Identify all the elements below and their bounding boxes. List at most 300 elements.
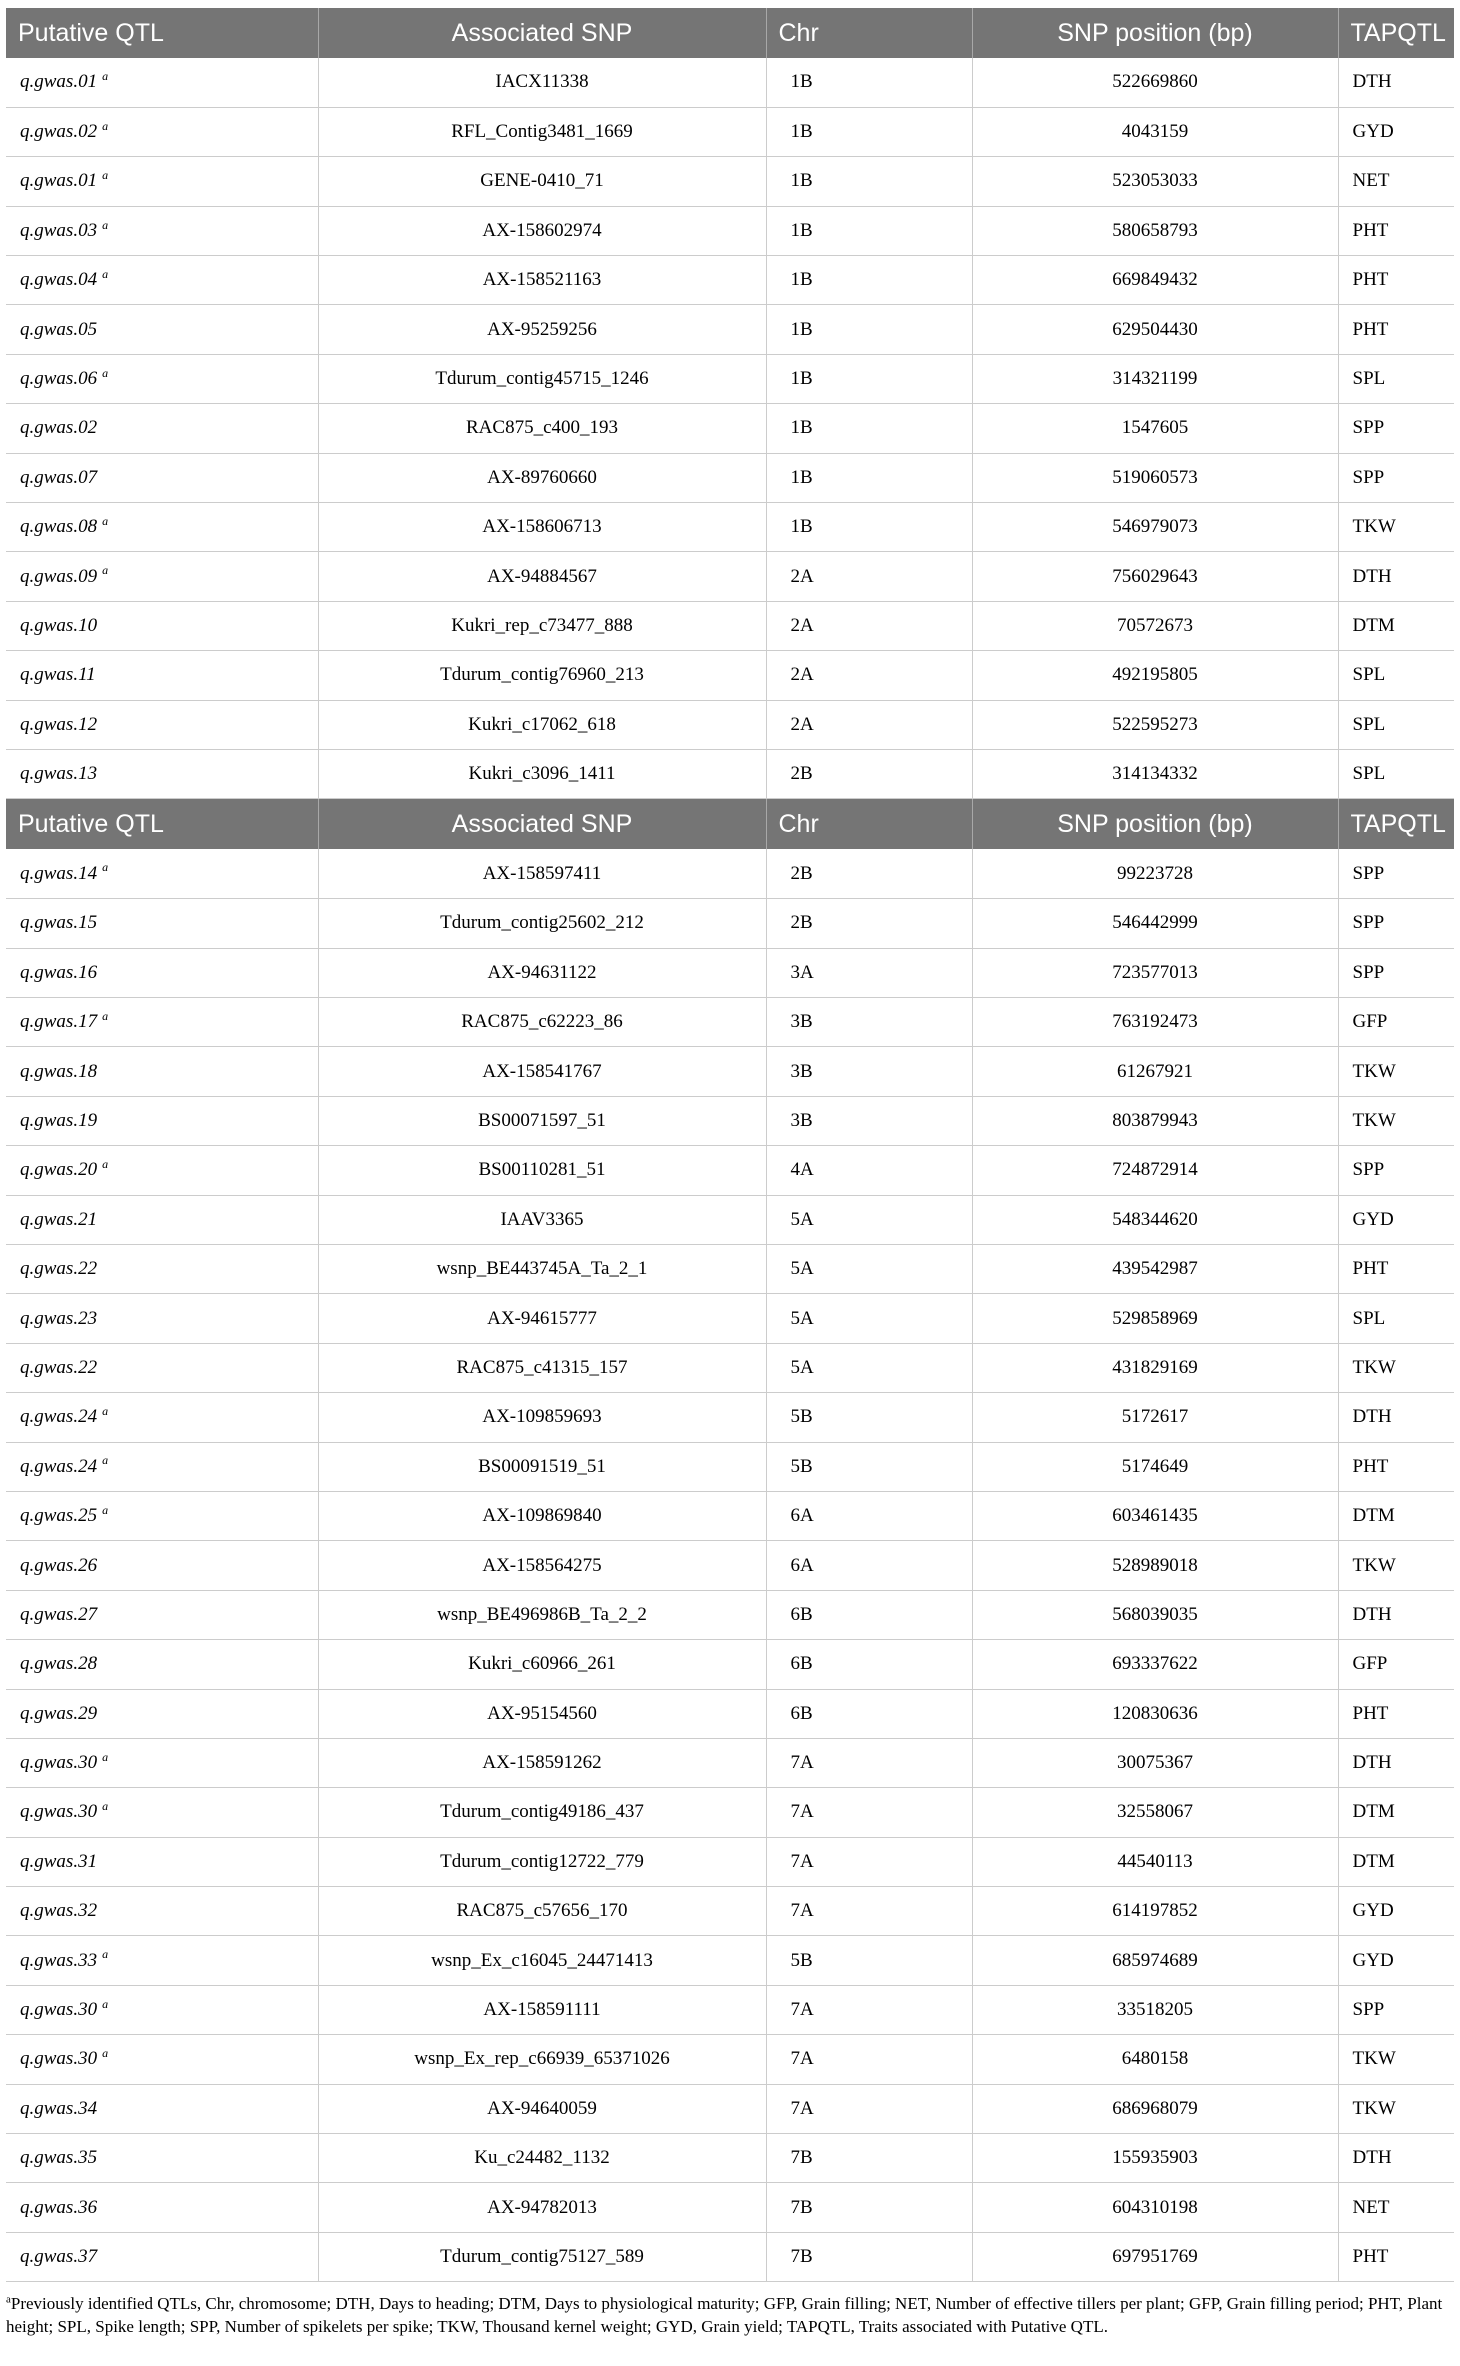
cell-snp-position-text: 686968079 (1112, 2097, 1198, 2119)
cell-chr-text: 2B (790, 763, 813, 785)
cell-associated-snp-text: AX-95259256 (487, 318, 597, 340)
cell-associated-snp (318, 305, 766, 354)
cell-snp-position (972, 1887, 1338, 1936)
footnote-mark: a (6, 2293, 11, 2306)
cell-snp-position (972, 601, 1338, 650)
header-putative-qtl: Putative QTL (6, 8, 318, 58)
cell-associated-snp-text: Tdurum_contig75127_589 (440, 2245, 644, 2267)
cell-associated-snp-text: Tdurum_contig45715_1246 (435, 368, 649, 390)
previously-identified-mark: a (102, 69, 109, 84)
cell-putative-qtl (6, 256, 318, 305)
cell-tapqtl-text: DTM (1352, 1801, 1395, 1823)
table-row (6, 256, 1454, 305)
cell-putative-qtl-text: q.gwas.18 (20, 1060, 98, 1082)
cell-snp-position-text: 548344620 (1112, 1208, 1198, 1230)
cell-chr-text: 1B (790, 219, 813, 241)
table-header (6, 8, 1454, 58)
previously-identified-mark: a (102, 217, 109, 232)
cell-tapqtl-text: DTH (1352, 1406, 1392, 1428)
cell-tapqtl (1338, 2084, 1454, 2133)
previously-identified-mark: a (102, 1799, 109, 1814)
cell-tapqtl-text: TKW (1352, 1554, 1396, 1576)
cell-snp-position-text: 580658793 (1112, 219, 1198, 241)
cell-chr-text: 1B (790, 417, 813, 439)
cell-chr (766, 1491, 972, 1540)
table-body-part-1 (6, 58, 1454, 799)
cell-tapqtl (1338, 998, 1454, 1047)
cell-chr (766, 700, 972, 749)
cell-snp-position (972, 998, 1338, 1047)
cell-putative-qtl (6, 2183, 318, 2232)
cell-tapqtl-text: SPP (1352, 862, 1385, 884)
cell-tapqtl-text: SPL (1352, 1307, 1386, 1329)
cell-snp-position (972, 1146, 1338, 1195)
cell-snp-position (972, 354, 1338, 403)
cell-putative-qtl-text: q.gwas.08 (20, 516, 98, 538)
cell-associated-snp (318, 2232, 766, 2281)
cell-associated-snp (318, 1837, 766, 1886)
cell-putative-qtl-text: q.gwas.11 (20, 664, 96, 686)
cell-associated-snp-text: Tdurum_contig49186_437 (440, 1801, 644, 1823)
cell-tapqtl (1338, 1047, 1454, 1096)
cell-chr (766, 749, 972, 798)
cell-chr (766, 1393, 972, 1442)
cell-putative-qtl (6, 1294, 318, 1343)
cell-tapqtl (1338, 1294, 1454, 1343)
cell-associated-snp-text: AX-94884567 (487, 565, 597, 587)
cell-putative-qtl (6, 305, 318, 354)
cell-snp-position (972, 1738, 1338, 1787)
cell-putative-qtl (6, 1788, 318, 1837)
cell-chr-text: 7A (790, 1850, 814, 1872)
cell-putative-qtl (6, 998, 318, 1047)
cell-putative-qtl-text: q.gwas.22 (20, 1356, 98, 1378)
cell-associated-snp (318, 998, 766, 1047)
table-row (6, 1393, 1454, 1442)
cell-tapqtl-text: TKW (1352, 2048, 1396, 2070)
cell-tapqtl (1338, 1738, 1454, 1787)
table-row (6, 849, 1454, 898)
cell-associated-snp-text: wsnp_Ex_c16045_24471413 (431, 1949, 653, 1971)
cell-chr (766, 1887, 972, 1936)
table-row (6, 206, 1454, 255)
cell-snp-position-text: 763192473 (1112, 1011, 1198, 1033)
cell-snp-position (972, 305, 1338, 354)
cell-putative-qtl (6, 1393, 318, 1442)
table-row (6, 1689, 1454, 1738)
header-snp-position: SNP position (bp) (972, 8, 1338, 58)
cell-snp-position-text: 604310198 (1112, 2196, 1198, 2218)
previously-identified-mark: a (102, 365, 109, 380)
cell-associated-snp (318, 2084, 766, 2133)
cell-chr-text: 1B (790, 516, 813, 538)
cell-putative-qtl-text: q.gwas.02 (20, 121, 98, 143)
cell-chr (766, 404, 972, 453)
cell-putative-qtl (6, 948, 318, 997)
header-chr: Chr (766, 799, 972, 849)
cell-snp-position (972, 948, 1338, 997)
cell-associated-snp (318, 1936, 766, 1985)
cell-associated-snp-text: Kukri_rep_c73477_888 (451, 614, 633, 636)
cell-putative-qtl-text: q.gwas.30 (20, 1999, 98, 2021)
cell-putative-qtl (6, 1047, 318, 1096)
cell-chr-text: 7A (790, 2048, 814, 2070)
table-row (6, 749, 1454, 798)
cell-chr (766, 1096, 972, 1145)
cell-associated-snp (318, 2134, 766, 2183)
cell-chr-text: 2A (790, 565, 814, 587)
header-tapqtl: TAPQTL (1350, 809, 1446, 838)
cell-tapqtl (1338, 256, 1454, 305)
cell-chr-text: 3B (790, 1110, 813, 1131)
cell-associated-snp-text: BS00091519_51 (478, 1455, 606, 1477)
cell-tapqtl-text: SPP (1352, 417, 1385, 439)
cell-snp-position (972, 1541, 1338, 1590)
cell-tapqtl-text: TKW (1352, 1110, 1396, 1131)
header-associated-snp: Associated SNP (318, 8, 766, 58)
cell-putative-qtl-text: q.gwas.30 (20, 1801, 98, 1823)
cell-tapqtl-text: SPP (1352, 1159, 1385, 1181)
cell-chr (766, 305, 972, 354)
cell-associated-snp-text: AX-89760660 (487, 466, 597, 488)
cell-associated-snp-text: AX-158591262 (482, 1752, 602, 1774)
cell-associated-snp-text: BS00110281_51 (478, 1159, 606, 1181)
table-row (6, 354, 1454, 403)
cell-putative-qtl (6, 1343, 318, 1392)
cell-putative-qtl-text: q.gwas.27 (20, 1603, 98, 1625)
cell-associated-snp (318, 206, 766, 255)
table-header-repeat (6, 799, 1454, 849)
cell-snp-position-text: 439542987 (1112, 1258, 1198, 1280)
cell-tapqtl (1338, 700, 1454, 749)
cell-tapqtl-text: SPL (1352, 664, 1386, 686)
cell-associated-snp (318, 1294, 766, 1343)
cell-associated-snp (318, 1096, 766, 1145)
table-row (6, 998, 1454, 1047)
cell-associated-snp-text: AX-158602974 (482, 219, 602, 241)
cell-associated-snp-text: IAAV3365 (500, 1208, 584, 1230)
cell-associated-snp (318, 651, 766, 700)
table-row (6, 1936, 1454, 1985)
cell-associated-snp (318, 1887, 766, 1936)
cell-tapqtl (1338, 2183, 1454, 2232)
cell-associated-snp (318, 354, 766, 403)
cell-chr-text: 5B (790, 1455, 813, 1477)
cell-chr (766, 998, 972, 1047)
cell-associated-snp (318, 256, 766, 305)
cell-snp-position (972, 2035, 1338, 2084)
cell-associated-snp-text: Tdurum_contig12722_779 (440, 1850, 644, 1872)
cell-putative-qtl (6, 157, 318, 206)
cell-chr-text: 1B (790, 318, 813, 340)
table-row (6, 2035, 1454, 2084)
cell-putative-qtl (6, 1837, 318, 1886)
cell-snp-position-text: 5172617 (1121, 1406, 1189, 1428)
cell-putative-qtl (6, 749, 318, 798)
cell-putative-qtl-text: q.gwas.24 (20, 1455, 98, 1477)
cell-snp-position-text: 431829169 (1112, 1356, 1198, 1378)
table-row (6, 58, 1454, 107)
cell-tapqtl-text: GYD (1352, 1949, 1394, 1971)
cell-associated-snp-text: RAC875_c57656_170 (456, 1900, 628, 1922)
table-row (6, 1343, 1454, 1392)
table-row (6, 552, 1454, 601)
cell-associated-snp-text: wsnp_BE496986B_Ta_2_2 (437, 1603, 647, 1625)
table-row (6, 1837, 1454, 1886)
cell-snp-position (972, 1244, 1338, 1293)
cell-tapqtl (1338, 1887, 1454, 1936)
cell-chr-text: 6A (790, 1554, 814, 1576)
cell-tapqtl-text: PHT (1352, 1455, 1389, 1477)
cell-snp-position-text: 669849432 (1112, 269, 1198, 291)
table-row (6, 1985, 1454, 2034)
cell-snp-position (972, 1985, 1338, 2034)
cell-putative-qtl-text: q.gwas.12 (20, 713, 98, 735)
cell-tapqtl-text: TKW (1352, 516, 1396, 538)
cell-associated-snp-text: RAC875_c400_193 (466, 417, 618, 439)
cell-tapqtl (1338, 305, 1454, 354)
cell-snp-position (972, 107, 1338, 156)
cell-associated-snp-text: wsnp_BE443745A_Ta_2_1 (436, 1258, 648, 1280)
cell-tapqtl-text: DTH (1352, 2147, 1392, 2169)
cell-chr (766, 552, 972, 601)
cell-tapqtl (1338, 1393, 1454, 1442)
cell-snp-position (972, 256, 1338, 305)
cell-putative-qtl (6, 552, 318, 601)
cell-chr (766, 899, 972, 948)
cell-putative-qtl (6, 1590, 318, 1639)
cell-chr (766, 948, 972, 997)
cell-tapqtl (1338, 849, 1454, 898)
cell-associated-snp-text: AX-94640059 (487, 2097, 597, 2119)
cell-tapqtl-text: SPP (1352, 961, 1385, 983)
cell-putative-qtl (6, 2232, 318, 2281)
table-row (6, 700, 1454, 749)
table-row (6, 1195, 1454, 1244)
header-associated-snp: Associated SNP (318, 799, 766, 849)
cell-putative-qtl-text: q.gwas.24 (20, 1406, 98, 1428)
cell-putative-qtl (6, 1689, 318, 1738)
cell-putative-qtl-text: q.gwas.04 (20, 269, 98, 291)
cell-associated-snp (318, 899, 766, 948)
cell-associated-snp (318, 1541, 766, 1590)
cell-tapqtl (1338, 899, 1454, 948)
header-snp-position: SNP position (bp) (972, 799, 1338, 849)
cell-snp-position-text: 685974689 (1112, 1949, 1198, 1971)
cell-snp-position (972, 58, 1338, 107)
cell-tapqtl (1338, 552, 1454, 601)
cell-snp-position-text: 5174649 (1121, 1455, 1189, 1477)
cell-tapqtl (1338, 1096, 1454, 1145)
cell-chr (766, 1343, 972, 1392)
cell-snp-position-text: 724872914 (1112, 1159, 1198, 1181)
table-row (6, 107, 1454, 156)
cell-tapqtl (1338, 1442, 1454, 1491)
cell-chr (766, 157, 972, 206)
cell-tapqtl-text: DTM (1352, 1850, 1395, 1872)
cell-snp-position (972, 503, 1338, 552)
cell-snp-position (972, 453, 1338, 502)
cell-putative-qtl (6, 1887, 318, 1936)
table-row (6, 1738, 1454, 1787)
cell-chr (766, 1294, 972, 1343)
cell-tapqtl (1338, 749, 1454, 798)
cell-snp-position-text: 314321199 (1112, 368, 1198, 390)
cell-associated-snp (318, 1689, 766, 1738)
cell-putative-qtl (6, 700, 318, 749)
cell-putative-qtl-text: q.gwas.20 (20, 1159, 98, 1181)
cell-associated-snp (318, 2183, 766, 2232)
cell-snp-position-text: 44540113 (1117, 1850, 1193, 1872)
cell-associated-snp-text: Kukri_c60966_261 (468, 1653, 616, 1675)
cell-associated-snp-text: AX-158597411 (482, 862, 602, 884)
cell-tapqtl (1338, 1936, 1454, 1985)
cell-chr (766, 453, 972, 502)
cell-associated-snp (318, 749, 766, 798)
previously-identified-mark: a (102, 1502, 109, 1517)
table-row (6, 2183, 1454, 2232)
table-row (6, 1788, 1454, 1837)
cell-putative-qtl (6, 1195, 318, 1244)
cell-tapqtl (1338, 601, 1454, 650)
cell-snp-position-text: 120830636 (1112, 1702, 1198, 1724)
cell-putative-qtl-text: q.gwas.16 (20, 961, 98, 983)
cell-chr-text: 1B (790, 466, 813, 488)
cell-tapqtl-text: DTM (1352, 614, 1395, 636)
cell-associated-snp (318, 1738, 766, 1787)
previously-identified-mark: a (102, 1008, 109, 1023)
cell-putative-qtl (6, 206, 318, 255)
cell-snp-position-text: 155935903 (1112, 2147, 1198, 2169)
cell-snp-position-text: 529858969 (1112, 1307, 1198, 1329)
previously-identified-mark: a (102, 1453, 109, 1468)
cell-snp-position-text: 99223728 (1117, 862, 1193, 884)
cell-chr-text: 1B (790, 170, 813, 192)
cell-chr (766, 1985, 972, 2034)
table-row (6, 1887, 1454, 1936)
cell-putative-qtl (6, 58, 318, 107)
cell-tapqtl (1338, 1195, 1454, 1244)
cell-associated-snp (318, 1985, 766, 2034)
cell-associated-snp (318, 849, 766, 898)
table-row (6, 2134, 1454, 2183)
cell-snp-position-text: 523053033 (1112, 170, 1198, 192)
cell-putative-qtl-text: q.gwas.06 (20, 368, 98, 390)
cell-tapqtl (1338, 404, 1454, 453)
cell-chr-text: 7A (790, 1900, 814, 1922)
cell-chr-text: 2A (790, 713, 814, 735)
cell-snp-position-text: 61267921 (1117, 1060, 1193, 1082)
cell-associated-snp-text: AX-158541767 (482, 1060, 602, 1082)
cell-snp-position (972, 2084, 1338, 2133)
table-row (6, 1047, 1454, 1096)
cell-associated-snp-text: BS00071597_51 (478, 1110, 606, 1131)
table-row (6, 1442, 1454, 1491)
cell-tapqtl (1338, 948, 1454, 997)
cell-snp-position-text: 697951769 (1112, 2245, 1198, 2267)
cell-putative-qtl-text: q.gwas.35 (20, 2147, 98, 2169)
cell-putative-qtl-text: q.gwas.01 (20, 170, 98, 192)
cell-tapqtl (1338, 1491, 1454, 1540)
cell-chr-text: 3B (790, 1060, 813, 1082)
cell-tapqtl (1338, 354, 1454, 403)
cell-putative-qtl (6, 503, 318, 552)
cell-chr-text: 5A (790, 1307, 814, 1329)
cell-putative-qtl-text: q.gwas.03 (20, 219, 98, 241)
cell-associated-snp-text: AX-158591111 (483, 1999, 601, 2021)
header-tapqtl: TAPQTL (1350, 18, 1446, 47)
cell-associated-snp (318, 1146, 766, 1195)
cell-chr (766, 1689, 972, 1738)
cell-putative-qtl-text: q.gwas.37 (20, 2245, 98, 2267)
cell-chr (766, 1047, 972, 1096)
cell-tapqtl (1338, 1640, 1454, 1689)
table-row (6, 1640, 1454, 1689)
cell-snp-position-text: 4043159 (1121, 121, 1189, 143)
cell-tapqtl (1338, 2035, 1454, 2084)
cell-snp-position (972, 1393, 1338, 1442)
cell-putative-qtl (6, 2084, 318, 2133)
cell-tapqtl-text: PHT (1352, 269, 1389, 291)
cell-chr-text: 7B (790, 2196, 813, 2218)
cell-associated-snp-text: AX-158521163 (482, 269, 602, 291)
cell-chr-text: 5B (790, 1949, 813, 1971)
cell-chr-text: 1B (790, 121, 813, 143)
previously-identified-mark: a (102, 1404, 109, 1419)
cell-tapqtl (1338, 1788, 1454, 1837)
previously-identified-mark: a (102, 2046, 109, 2061)
cell-associated-snp-text: AX-158606713 (482, 516, 602, 538)
cell-associated-snp (318, 552, 766, 601)
cell-associated-snp-text: AX-109869840 (482, 1505, 602, 1527)
cell-putative-qtl-text: q.gwas.05 (20, 318, 98, 340)
cell-associated-snp (318, 1195, 766, 1244)
cell-chr-text: 5B (790, 1406, 813, 1428)
cell-chr (766, 651, 972, 700)
cell-tapqtl-text: PHT (1352, 1258, 1389, 1280)
cell-snp-position (972, 2134, 1338, 2183)
cell-putative-qtl (6, 1442, 318, 1491)
cell-putative-qtl (6, 651, 318, 700)
cell-tapqtl (1338, 58, 1454, 107)
cell-tapqtl (1338, 1541, 1454, 1590)
cell-chr (766, 2232, 972, 2281)
cell-associated-snp-text: Kukri_c3096_1411 (468, 763, 616, 785)
cell-tapqtl (1338, 1244, 1454, 1293)
cell-putative-qtl (6, 2035, 318, 2084)
cell-tapqtl-text: TKW (1352, 1060, 1396, 1082)
cell-tapqtl-text: PHT (1352, 1702, 1389, 1724)
cell-putative-qtl (6, 2134, 318, 2183)
cell-snp-position-text: 603461435 (1112, 1505, 1198, 1527)
cell-tapqtl-text: TKW (1352, 1356, 1396, 1378)
cell-associated-snp (318, 2035, 766, 2084)
cell-tapqtl (1338, 1146, 1454, 1195)
cell-associated-snp-text: Tdurum_contig25602_212 (440, 912, 644, 934)
cell-associated-snp-text: wsnp_Ex_rep_c66939_65371026 (414, 2048, 670, 2070)
cell-snp-position (972, 1442, 1338, 1491)
previously-identified-mark: a (102, 860, 109, 875)
cell-associated-snp-text: AX-109859693 (482, 1406, 602, 1428)
cell-putative-qtl-text: q.gwas.33 (20, 1949, 98, 1971)
cell-snp-position (972, 651, 1338, 700)
cell-snp-position-text: 723577013 (1112, 961, 1198, 983)
cell-tapqtl (1338, 157, 1454, 206)
cell-chr (766, 256, 972, 305)
cell-snp-position-text: 6480158 (1121, 2048, 1189, 2070)
cell-chr (766, 1590, 972, 1639)
cell-tapqtl (1338, 1343, 1454, 1392)
